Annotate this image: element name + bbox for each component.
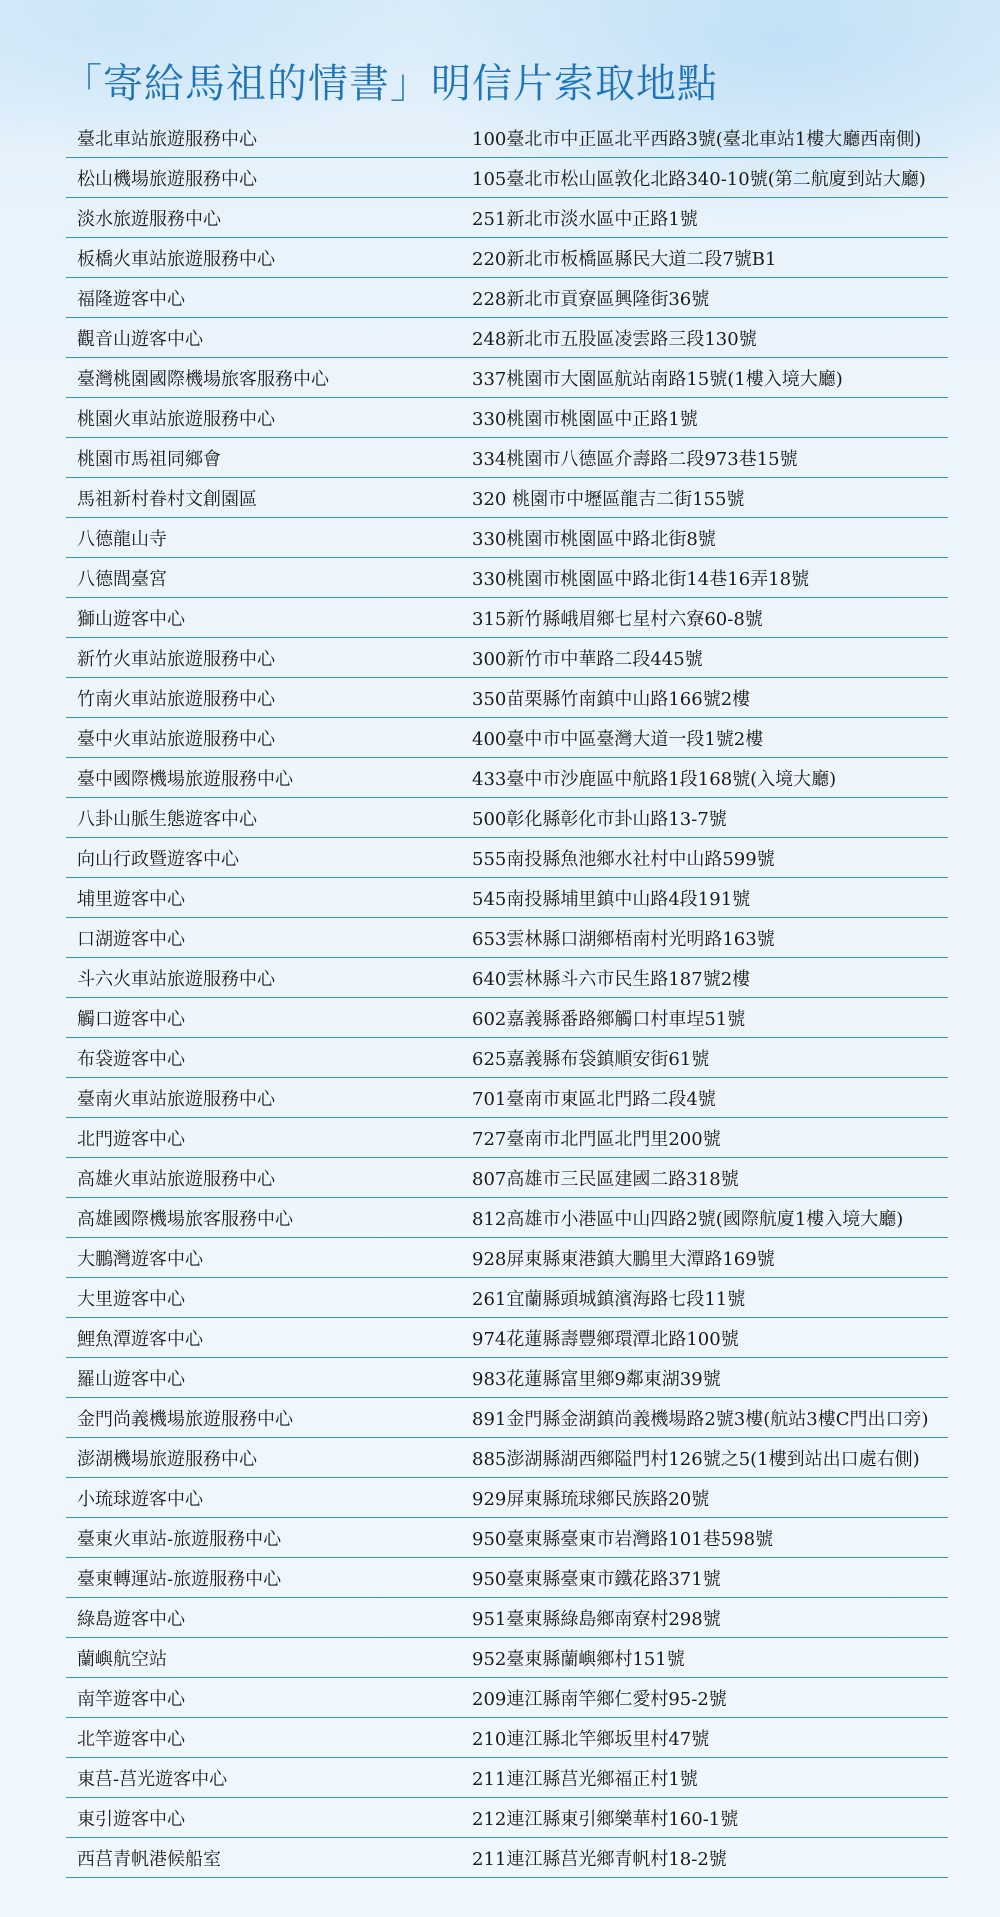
location-address: 951臺東縣綠島鄉南寮村298號 (472, 1608, 721, 1630)
table-row (66, 118, 948, 158)
table-row (66, 598, 948, 638)
table-row (66, 318, 948, 358)
table-row (66, 1478, 948, 1518)
location-address: 400臺中市中區臺灣大道一段1號2樓 (472, 728, 764, 750)
location-name: 臺北車站旅遊服務中心 (77, 128, 257, 150)
location-name: 東莒-莒光遊客中心 (77, 1768, 228, 1790)
table-row (66, 958, 948, 998)
location-address: 105臺北市松山區敦化北路340-10號(第二航廈到站大廳) (472, 168, 926, 190)
table-row (66, 1438, 948, 1478)
table-row (66, 758, 948, 798)
location-name: 向山行政暨遊客中心 (77, 848, 239, 870)
location-address: 209連江縣南竿鄉仁愛村95-2號 (472, 1688, 727, 1710)
location-address: 701臺南市東區北門路二段4號 (472, 1088, 716, 1110)
table-row (66, 1118, 948, 1158)
location-address: 248新北市五股區凌雲路三段130號 (472, 328, 757, 350)
location-address: 974花蓮縣壽豐鄉環潭北路100號 (472, 1328, 739, 1350)
location-address: 100臺北市中正區北平西路3號(臺北車站1樓大廳西南側) (472, 128, 922, 150)
location-name: 獅山遊客中心 (77, 608, 185, 630)
location-address: 330桃園市桃園區中路北街8號 (472, 528, 716, 550)
table-row (66, 1038, 948, 1078)
location-name: 淡水旅遊服務中心 (77, 208, 221, 230)
table-row (66, 238, 948, 278)
location-name: 埔里遊客中心 (77, 888, 185, 910)
table-row (66, 998, 948, 1038)
location-name: 臺東轉運站-旅遊服務中心 (77, 1568, 282, 1590)
location-address: 640雲林縣斗六市民生路187號2樓 (472, 968, 751, 990)
location-address: 555南投縣魚池鄉水社村中山路599號 (472, 848, 775, 870)
location-name: 觸口遊客中心 (77, 1008, 185, 1030)
table-row (66, 1238, 948, 1278)
location-address: 952臺東縣蘭嶼鄉村151號 (472, 1648, 685, 1670)
location-name: 西莒青帆港候船室 (77, 1848, 221, 1870)
table-row (66, 718, 948, 758)
location-address: 950臺東縣臺東市岩灣路101巷598號 (472, 1528, 774, 1550)
table-row (66, 438, 948, 478)
location-name: 大鵬灣遊客中心 (77, 1248, 203, 1270)
location-address: 602嘉義縣番路鄉觸口村車埕51號 (472, 1008, 746, 1030)
location-name: 布袋遊客中心 (77, 1048, 185, 1070)
table-row (66, 678, 948, 718)
location-address: 928屏東縣東港鎮大鵬里大潭路169號 (472, 1248, 775, 1270)
location-table (66, 118, 948, 1878)
table-row (66, 1798, 948, 1838)
location-name: 桃園市馬祖同鄉會 (77, 448, 221, 470)
table-row (66, 1678, 948, 1718)
location-name: 高雄火車站旅遊服務中心 (77, 1168, 275, 1190)
table-row (66, 1758, 948, 1798)
location-name: 馬祖新村眷村文創園區 (77, 488, 257, 510)
location-address: 220新北市板橋區縣民大道二段7號B1 (472, 248, 777, 270)
table-row (66, 1838, 948, 1878)
table-row (66, 878, 948, 918)
location-address: 950臺東縣臺東市鐵花路371號 (472, 1568, 721, 1590)
table-row (66, 1518, 948, 1558)
location-address: 337桃園市大園區航站南路15號(1樓入境大廳) (472, 368, 843, 390)
location-name: 松山機場旅遊服務中心 (77, 168, 257, 190)
table-row (66, 478, 948, 518)
location-name: 鯉魚潭遊客中心 (77, 1328, 203, 1350)
table-row (66, 638, 948, 678)
location-name: 臺南火車站旅遊服務中心 (77, 1088, 275, 1110)
location-name: 八德龍山寺 (77, 528, 167, 550)
location-name: 臺灣桃園國際機場旅客服務中心 (77, 368, 329, 390)
location-name: 斗六火車站旅遊服務中心 (77, 968, 275, 990)
table-row (66, 1598, 948, 1638)
location-address: 211連江縣莒光鄉福正村1號 (472, 1768, 698, 1790)
location-address: 228新北市貢寮區興隆街36號 (472, 288, 710, 310)
location-address: 433臺中市沙鹿區中航路1段168號(入境大廳) (472, 768, 837, 790)
location-name: 板橋火車站旅遊服務中心 (77, 248, 275, 270)
location-address: 320 桃園市中壢區龍吉二街155號 (472, 488, 745, 510)
table-row (66, 1718, 948, 1758)
location-name: 觀音山遊客中心 (77, 328, 203, 350)
table-row (66, 398, 948, 438)
table-row (66, 1358, 948, 1398)
table-row (66, 1318, 948, 1358)
location-name: 澎湖機場旅遊服務中心 (77, 1448, 257, 1470)
location-address: 885澎湖縣湖西鄉隘門村126號之5(1樓到站出口處右側) (472, 1448, 920, 1470)
location-address: 350苗栗縣竹南鎮中山路166號2樓 (472, 688, 751, 710)
table-row (66, 198, 948, 238)
location-address: 334桃園市八德區介壽路二段973巷15號 (472, 448, 798, 470)
table-row (66, 918, 948, 958)
table-row (66, 1278, 948, 1318)
table-row (66, 838, 948, 878)
location-address: 929屏東縣琉球鄉民族路20號 (472, 1488, 710, 1510)
table-row (66, 1158, 948, 1198)
location-address: 261宜蘭縣頭城鎮濱海路七段11號 (472, 1288, 746, 1310)
table-row (66, 158, 948, 198)
page-title: 「寄給馬祖的情書」明信片索取地點 (62, 61, 718, 107)
location-address: 315新竹縣峨眉鄉七星村六寮60-8號 (472, 608, 763, 630)
table-row (66, 1638, 948, 1678)
location-address: 330桃園市桃園區中路北街14巷16弄18號 (472, 568, 810, 590)
location-name: 北竿遊客中心 (77, 1728, 185, 1750)
location-address: 891金門縣金湖鎮尚義機場路2號3樓(航站3樓C門出口旁) (472, 1408, 929, 1430)
table-row (66, 278, 948, 318)
location-name: 綠島遊客中心 (77, 1608, 185, 1630)
location-address: 251新北市淡水區中正路1號 (472, 208, 698, 230)
location-address: 300新竹市中華路二段445號 (472, 648, 703, 670)
location-name: 竹南火車站旅遊服務中心 (77, 688, 275, 710)
table-row (66, 358, 948, 398)
table-row (66, 518, 948, 558)
location-name: 福隆遊客中心 (77, 288, 185, 310)
location-name: 金門尚義機場旅遊服務中心 (77, 1408, 293, 1430)
location-address: 500彰化縣彰化市卦山路13-7號 (472, 808, 727, 830)
table-row (66, 1198, 948, 1238)
location-name: 小琉球遊客中心 (77, 1488, 203, 1510)
location-address: 545南投縣埔里鎮中山路4段191號 (472, 888, 751, 910)
location-name: 口湖遊客中心 (77, 928, 185, 950)
location-name: 大里遊客中心 (77, 1288, 185, 1310)
table-row (66, 1558, 948, 1598)
location-address: 210連江縣北竿鄉坂里村47號 (472, 1728, 710, 1750)
table-row (66, 1398, 948, 1438)
location-address: 727臺南市北門區北門里200號 (472, 1128, 721, 1150)
table-row (66, 1078, 948, 1118)
location-name: 桃園火車站旅遊服務中心 (77, 408, 275, 430)
location-name: 臺中火車站旅遊服務中心 (77, 728, 275, 750)
location-name: 臺中國際機場旅遊服務中心 (77, 768, 293, 790)
location-name: 東引遊客中心 (77, 1808, 185, 1830)
location-address: 807高雄市三民區建國二路318號 (472, 1168, 739, 1190)
location-address: 212連江縣東引鄉樂華村160-1號 (472, 1808, 739, 1830)
location-name: 八卦山脈生態遊客中心 (77, 808, 257, 830)
location-address: 625嘉義縣布袋鎮順安街61號 (472, 1048, 710, 1070)
location-address: 653雲林縣口湖鄉梧南村光明路163號 (472, 928, 775, 950)
location-name: 新竹火車站旅遊服務中心 (77, 648, 275, 670)
location-address: 983花蓮縣富里鄉9鄰東湖39號 (472, 1368, 721, 1390)
location-name: 羅山遊客中心 (77, 1368, 185, 1390)
location-name: 北門遊客中心 (77, 1128, 185, 1150)
location-name: 八德閭臺宮 (77, 568, 167, 590)
location-name: 蘭嶼航空站 (77, 1648, 167, 1670)
location-name: 高雄國際機場旅客服務中心 (77, 1208, 293, 1230)
location-address: 330桃園市桃園區中正路1號 (472, 408, 698, 430)
table-row (66, 558, 948, 598)
table-row (66, 798, 948, 838)
location-address: 211連江縣莒光鄉青帆村18-2號 (472, 1848, 727, 1870)
location-name: 臺東火車站-旅遊服務中心 (77, 1528, 282, 1550)
location-name: 南竿遊客中心 (77, 1688, 185, 1710)
location-address: 812高雄市小港區中山四路2號(國際航廈1樓入境大廳) (472, 1208, 904, 1230)
